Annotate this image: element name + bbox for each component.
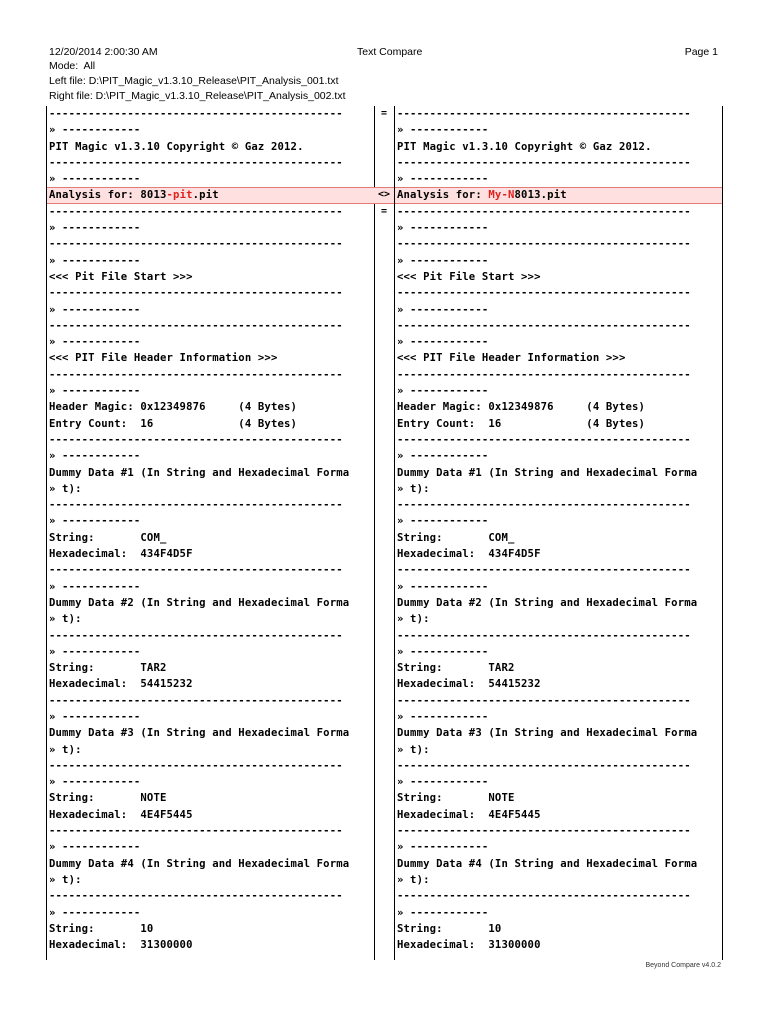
left-line: <<< PIT File Header Information >>> bbox=[49, 352, 278, 365]
diff-marker bbox=[374, 448, 394, 464]
right-line: String: 10 bbox=[397, 922, 502, 935]
left-line: --------------------------------------------- bbox=[49, 759, 343, 772]
diff-marker bbox=[374, 774, 394, 790]
right-line: --------------------------------------------- bbox=[397, 287, 691, 300]
left-line: » ------------ bbox=[49, 906, 141, 919]
left-line: Entry Count: 16 (4 Bytes) bbox=[49, 417, 298, 430]
right-line: String: TAR2 bbox=[397, 662, 515, 675]
left-line: » ------------ bbox=[49, 841, 141, 854]
diff-marker bbox=[374, 807, 394, 823]
left-line: --------------------------------------------- bbox=[49, 156, 343, 169]
diff-marker bbox=[374, 367, 394, 383]
right-line: » ------------ bbox=[397, 450, 489, 463]
right-line: --------------------------------------------- bbox=[397, 694, 691, 707]
left-line: » ------------ bbox=[49, 336, 141, 349]
diff-marker bbox=[374, 888, 394, 904]
report-timestamp: 12/20/2014 2:00:30 AM bbox=[49, 46, 158, 58]
right-line: » ------------ bbox=[397, 710, 489, 723]
right-line: PIT Magic v1.3.10 Copyright © Gaz 2012. bbox=[397, 140, 652, 153]
left-line: » t): bbox=[49, 743, 82, 756]
left-line: » ------------ bbox=[49, 450, 141, 463]
diff-marker bbox=[374, 416, 394, 432]
left-line: --------------------------------------------- bbox=[49, 499, 343, 512]
right-line: --------------------------------------------- bbox=[397, 499, 691, 512]
left-line: --------------------------------------------- bbox=[49, 433, 343, 446]
diff-marker bbox=[374, 318, 394, 334]
left-line: --------------------------------------------- bbox=[49, 108, 343, 120]
diff-marker bbox=[374, 122, 394, 138]
right-line: » ------------ bbox=[397, 841, 489, 854]
left-file-path: Left file: D:\PIT_Magic_v1.3.10_Release\PIT_Analysis_001.txt bbox=[49, 75, 339, 87]
right-line: --------------------------------------------- bbox=[397, 890, 691, 903]
right-line: --------------------------------------------- bbox=[397, 238, 691, 251]
left-line: Hexadecimal: 31300000 bbox=[49, 939, 193, 952]
left-line: String: NOTE bbox=[49, 792, 167, 805]
left-line: » ------------ bbox=[49, 776, 141, 789]
right-line: --------------------------------------------- bbox=[397, 564, 691, 577]
right-line: --------------------------------------------- bbox=[397, 108, 691, 120]
diff-marker bbox=[374, 725, 394, 741]
diff-marker bbox=[374, 350, 394, 366]
right-line: » ------------ bbox=[397, 645, 489, 658]
right-line: » ------------ bbox=[397, 124, 489, 137]
left-line: --------------------------------------------- bbox=[49, 319, 343, 332]
left-line: Dummy Data #2 (In String and Hexadecimal Forma bbox=[49, 596, 350, 609]
right-line: » t): bbox=[397, 743, 430, 756]
diff-marker bbox=[374, 139, 394, 155]
diff-marker bbox=[374, 530, 394, 546]
left-line: --------------------------------------------- bbox=[49, 205, 343, 218]
diff-marker bbox=[374, 253, 394, 269]
right-line: » ------------ bbox=[397, 776, 489, 789]
left-analysis-prefix: Analysis for: 8013 bbox=[49, 189, 167, 202]
right-line: » ------------ bbox=[397, 254, 489, 267]
diff-marker bbox=[374, 383, 394, 399]
diff-marker bbox=[374, 579, 394, 595]
left-line: String: 10 bbox=[49, 922, 154, 935]
left-line: » ------------ bbox=[49, 222, 141, 235]
diff-marker bbox=[374, 905, 394, 921]
right-line: » ------------ bbox=[397, 222, 489, 235]
left-line: String: COM_ bbox=[49, 531, 167, 544]
right-line: » ------------ bbox=[397, 906, 489, 919]
right-line: » t): bbox=[397, 482, 430, 495]
left-line: --------------------------------------------- bbox=[49, 825, 343, 838]
diff-marker bbox=[374, 399, 394, 415]
compare-mode: Mode: All bbox=[49, 60, 96, 72]
left-line: Dummy Data #4 (In String and Hexadecimal Forma bbox=[49, 857, 350, 870]
diff-marker bbox=[374, 823, 394, 839]
right-line: Hexadecimal: 31300000 bbox=[397, 939, 541, 952]
right-line: Dummy Data #3 (In String and Hexadecimal Forma bbox=[397, 727, 698, 740]
right-line: Hexadecimal: 434F4D5F bbox=[397, 548, 541, 561]
diff-marker bbox=[374, 628, 394, 644]
right-file-path: Right file: D:\PIT_Magic_v1.3.10_Release\PIT_Analysis_002.txt bbox=[49, 90, 346, 102]
left-line: » ------------ bbox=[49, 303, 141, 316]
left-line: Hexadecimal: 54415232 bbox=[49, 678, 193, 691]
left-line: » ------------ bbox=[49, 173, 141, 186]
left-line: Hexadecimal: 434F4D5F bbox=[49, 548, 193, 561]
right-line: --------------------------------------------- bbox=[397, 825, 691, 838]
left-line: » ------------ bbox=[49, 580, 141, 593]
right-line: --------------------------------------------- bbox=[397, 319, 691, 332]
right-line: » ------------ bbox=[397, 173, 489, 186]
report-title: Text Compare bbox=[357, 46, 423, 58]
left-line: PIT Magic v1.3.10 Copyright © Gaz 2012. bbox=[49, 140, 304, 153]
right-line: » t): bbox=[397, 613, 430, 626]
diff-marker bbox=[374, 546, 394, 562]
right-analysis-suffix: 8013.pit bbox=[514, 189, 567, 202]
left-line: » ------------ bbox=[49, 515, 141, 528]
left-line: --------------------------------------------- bbox=[49, 564, 343, 577]
diff-marker bbox=[374, 709, 394, 725]
right-line: » ------------ bbox=[397, 336, 489, 349]
left-changed-text: -pit bbox=[166, 189, 193, 202]
right-line: » t): bbox=[397, 873, 430, 886]
right-line: Hexadecimal: 54415232 bbox=[397, 678, 541, 691]
diff-marker bbox=[374, 302, 394, 318]
diff-marker bbox=[374, 236, 394, 252]
left-line: » ------------ bbox=[49, 645, 141, 658]
diff-marker bbox=[374, 758, 394, 774]
right-line: Dummy Data #2 (In String and Hexadecimal Forma bbox=[397, 596, 698, 609]
right-pane bbox=[394, 106, 723, 960]
right-line: --------------------------------------------- bbox=[397, 629, 691, 642]
diff-marker bbox=[374, 220, 394, 236]
diff-marker bbox=[374, 856, 394, 872]
diff-marker bbox=[374, 171, 394, 187]
left-line: --------------------------------------------- bbox=[49, 287, 343, 300]
left-line: » ------------ bbox=[49, 710, 141, 723]
left-line: --------------------------------------------- bbox=[49, 238, 343, 251]
right-line: » ------------ bbox=[397, 385, 489, 398]
right-line: » ------------ bbox=[397, 515, 489, 528]
left-line: Hexadecimal: 4E4F5445 bbox=[49, 808, 193, 821]
right-line: Dummy Data #4 (In String and Hexadecimal Forma bbox=[397, 857, 698, 870]
right-line: <<< PIT File Header Information >>> bbox=[397, 352, 626, 365]
left-line: --------------------------------------------- bbox=[49, 629, 343, 642]
right-line: » ------------ bbox=[397, 580, 489, 593]
right-line: --------------------------------------------- bbox=[397, 368, 691, 381]
diff-marker bbox=[374, 595, 394, 611]
diff-marker-column bbox=[374, 106, 394, 960]
diff-marker bbox=[374, 497, 394, 513]
diff-marker bbox=[374, 790, 394, 806]
left-line: --------------------------------------------- bbox=[49, 368, 343, 381]
diff-marker bbox=[374, 742, 394, 758]
diff-marker bbox=[374, 465, 394, 481]
app-version-footer: Beyond Compare v4.0.2 bbox=[645, 962, 721, 969]
right-diff-line bbox=[395, 187, 722, 203]
diff-marker bbox=[374, 921, 394, 937]
compare-grid bbox=[46, 106, 722, 962]
left-line: String: TAR2 bbox=[49, 662, 167, 675]
right-changed-text: My-N bbox=[488, 189, 515, 202]
left-line: Dummy Data #1 (In String and Hexadecimal Forma bbox=[49, 466, 350, 479]
diff-marker bbox=[374, 872, 394, 888]
right-line: --------------------------------------------- bbox=[397, 759, 691, 772]
right-line: --------------------------------------------- bbox=[397, 433, 691, 446]
diff-marker bbox=[374, 334, 394, 350]
left-line: Header Magic: 0x12349876 (4 Bytes) bbox=[49, 401, 298, 414]
diff-marker bbox=[374, 562, 394, 578]
diff-marker bbox=[374, 937, 394, 953]
right-line: --------------------------------------------- bbox=[397, 205, 691, 218]
left-line: --------------------------------------------- bbox=[49, 694, 343, 707]
diff-marker: = bbox=[380, 108, 388, 119]
page-number: Page 1 bbox=[684, 46, 718, 58]
right-line: Hexadecimal: 4E4F5445 bbox=[397, 808, 541, 821]
diff-marker bbox=[374, 676, 394, 692]
right-line: String: NOTE bbox=[397, 792, 515, 805]
diff-marker: = bbox=[380, 205, 388, 217]
right-line: » ------------ bbox=[397, 303, 489, 316]
right-line: String: COM_ bbox=[397, 531, 515, 544]
left-line: » ------------ bbox=[49, 124, 141, 137]
diff-marker bbox=[374, 513, 394, 529]
right-line: --------------------------------------------- bbox=[397, 156, 691, 169]
left-analysis-suffix: .pit bbox=[192, 189, 219, 202]
left-line: » t): bbox=[49, 613, 82, 626]
diff-marker bbox=[374, 432, 394, 448]
diff-marker bbox=[374, 155, 394, 171]
diff-marker bbox=[374, 611, 394, 627]
left-line: » t): bbox=[49, 482, 82, 495]
left-line: » ------------ bbox=[49, 254, 141, 267]
left-diff-line bbox=[47, 187, 374, 203]
diff-marker bbox=[374, 269, 394, 285]
right-line: Header Magic: 0x12349876 (4 Bytes) bbox=[397, 401, 646, 414]
left-line: Dummy Data #3 (In String and Hexadecimal Forma bbox=[49, 727, 350, 740]
diff-marker bbox=[374, 644, 394, 660]
left-line: » ------------ bbox=[49, 385, 141, 398]
diff-marker bbox=[374, 660, 394, 676]
right-line: Entry Count: 16 (4 Bytes) bbox=[397, 417, 646, 430]
left-line: » t): bbox=[49, 873, 82, 886]
right-line: Dummy Data #1 (In String and Hexadecimal Forma bbox=[397, 466, 698, 479]
diff-marker bbox=[374, 285, 394, 301]
diff-marker: <> bbox=[374, 187, 394, 203]
diff-marker bbox=[374, 481, 394, 497]
diff-marker bbox=[374, 693, 394, 709]
left-line: <<< Pit File Start >>> bbox=[49, 270, 193, 283]
right-analysis-prefix: Analysis for: bbox=[397, 189, 489, 202]
left-pane bbox=[46, 106, 375, 960]
right-line: <<< Pit File Start >>> bbox=[397, 270, 541, 283]
diff-marker bbox=[374, 839, 394, 855]
left-line: --------------------------------------------- bbox=[49, 890, 343, 903]
